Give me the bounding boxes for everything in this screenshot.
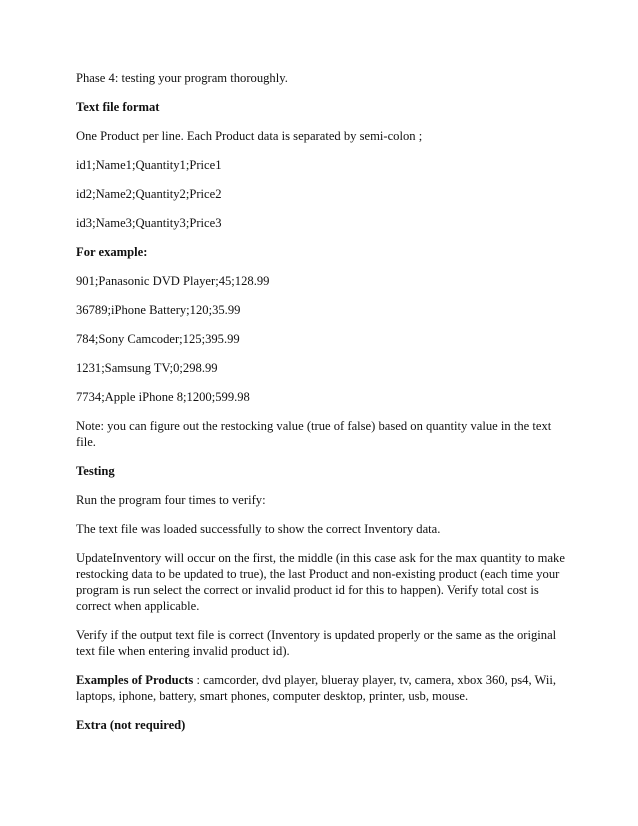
document-body [76,70,571,746]
example-line: 7734;Apple iPhone 8;1200;599.98 [76,390,250,404]
example-line: 1231;Samsung TV;0;298.99 [76,361,218,375]
format-line: id1;Name1;Quantity1;Price1 [76,158,222,172]
format-line: id3;Name3;Quantity3;Price3 [76,216,222,230]
for-example-heading: For example: [76,245,148,259]
extra-heading: Extra (not required) [76,718,186,732]
text-file-format-heading: Text file format [76,100,160,114]
testing-verify-paragraph: Verify if the output text file is correct (Inventory is updated properly or the same as the original text file when entering invalid product id). [76,628,557,658]
example-line: 36789;iPhone Battery;120;35.99 [76,303,241,317]
testing-heading: Testing [76,464,115,478]
note-paragraph: Note: you can figure out the restocking value (true of false) based on quantity value in the text file. [76,419,552,449]
examples-text: : camcorder, dvd player, blueray player, tv, camera, xbox 360, ps4, Wii, laptops, iphone, battery, smart phones, computer desktop, printer, usb, mouse. [76,673,557,703]
testing-loaded-paragraph: The text file was loaded successfully to show the correct Inventory data. [76,522,441,536]
phase-line: Phase 4: testing your program thoroughly. [76,71,288,85]
format-line: id2;Name2;Quantity2;Price2 [76,187,222,201]
testing-update-paragraph: UpdateInventory will occur on the first, the middle (in this case ask for the max quantity to make restocking data to be updated to true), the last Product and non-existing product (each time your program is run select the correct or invalid product id for this to happen). Verify total cost is correct when applicable. [76,551,565,613]
format-description: One Product per line. Each Product data is separated by semi-colon ; [76,129,423,143]
example-line: 901;Panasonic DVD Player;45;128.99 [76,274,270,288]
examples-paragraph [76,672,571,704]
examples-label: Examples of Products [76,673,194,687]
testing-run-paragraph: Run the program four times to verify: [76,493,266,507]
example-line: 784;Sony Camcoder;125;395.99 [76,332,240,346]
